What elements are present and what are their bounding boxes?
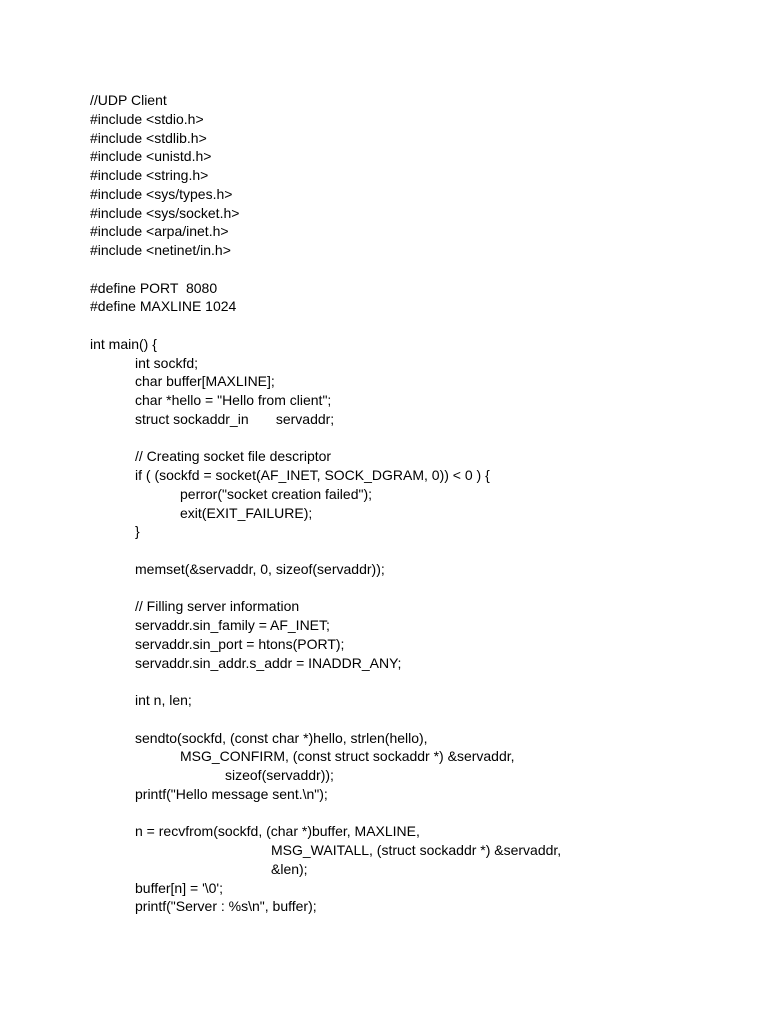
code-line: if ( (sockfd = socket(AF_INET, SOCK_DGRAM, 0)) < 0 ) { (135, 467, 490, 483)
code-line: MSG_CONFIRM, (const struct sockaddr *) &servaddr, (180, 748, 515, 765)
code-line: printf("Hello message sent.\n"); (135, 785, 328, 802)
code-line: sendto(sockfd, (const char *)hello, strlen(hello), (135, 729, 428, 746)
code-line: servaddr.sin_addr.s_addr = INADDR_ANY; (135, 654, 402, 671)
code-line: #include <stdio.h> (90, 110, 204, 127)
code-line: sizeof(servaddr)); (225, 767, 334, 783)
blank-line (90, 804, 730, 823)
code-line: #include <string.h> (90, 167, 209, 183)
code-comment: // Filling server information (135, 598, 300, 615)
code-line: } (135, 523, 140, 540)
code-line: printf("Server : %s\n", buffer); (135, 898, 317, 915)
code-comment: // Creating socket file descriptor (135, 448, 332, 465)
blank-line (90, 541, 730, 560)
code-line: #include <sys/types.h> (90, 185, 233, 202)
code-line: int main() { (90, 335, 157, 352)
code-line: exit(EXIT_FAILURE); (180, 504, 313, 521)
code-line: servaddr.sin_port = htons(PORT); (135, 635, 345, 652)
code-line: char buffer[MAXLINE]; (135, 373, 275, 390)
code-line: MSG_WAITALL, (struct sockaddr *) &servaddr, (271, 842, 562, 858)
blank-line (90, 579, 730, 598)
code-line: char *hello = "Hello from client"; (135, 392, 332, 408)
code-line: #include <sys/socket.h> (90, 204, 240, 221)
code-line: int n, len; (135, 692, 192, 708)
blank-line (90, 429, 730, 448)
code-line: #define PORT 8080 (90, 279, 218, 296)
code-line: struct sockaddr_in servaddr; (135, 410, 335, 427)
code-line: servaddr.sin_family = AF_INET; (135, 617, 330, 633)
code-line: perror("socket creation failed"); (180, 485, 373, 502)
code-line: #include <netinet/in.h> (90, 242, 231, 258)
code-line: int sockfd; (135, 354, 199, 371)
code-line: memset(&servaddr, 0, sizeof(servaddr)); (135, 560, 385, 577)
code-line: #define MAXLINE 1024 (90, 298, 237, 315)
code-line: n = recvfrom(sockfd, (char *)buffer, MAXLINE, (135, 823, 420, 840)
blank-line (90, 672, 730, 691)
code-line: #include <unistd.h> (90, 148, 212, 165)
code-line: &len); (271, 860, 308, 877)
blank-line (90, 710, 730, 729)
code-listing (90, 91, 730, 916)
code-line: buffer[n] = '\0'; (135, 879, 223, 896)
code-line: #include <stdlib.h> (90, 129, 207, 146)
blank-line (90, 260, 730, 279)
code-line: #include <arpa/inet.h> (90, 223, 229, 240)
blank-line (90, 316, 730, 335)
code-comment: //UDP Client (90, 92, 167, 108)
